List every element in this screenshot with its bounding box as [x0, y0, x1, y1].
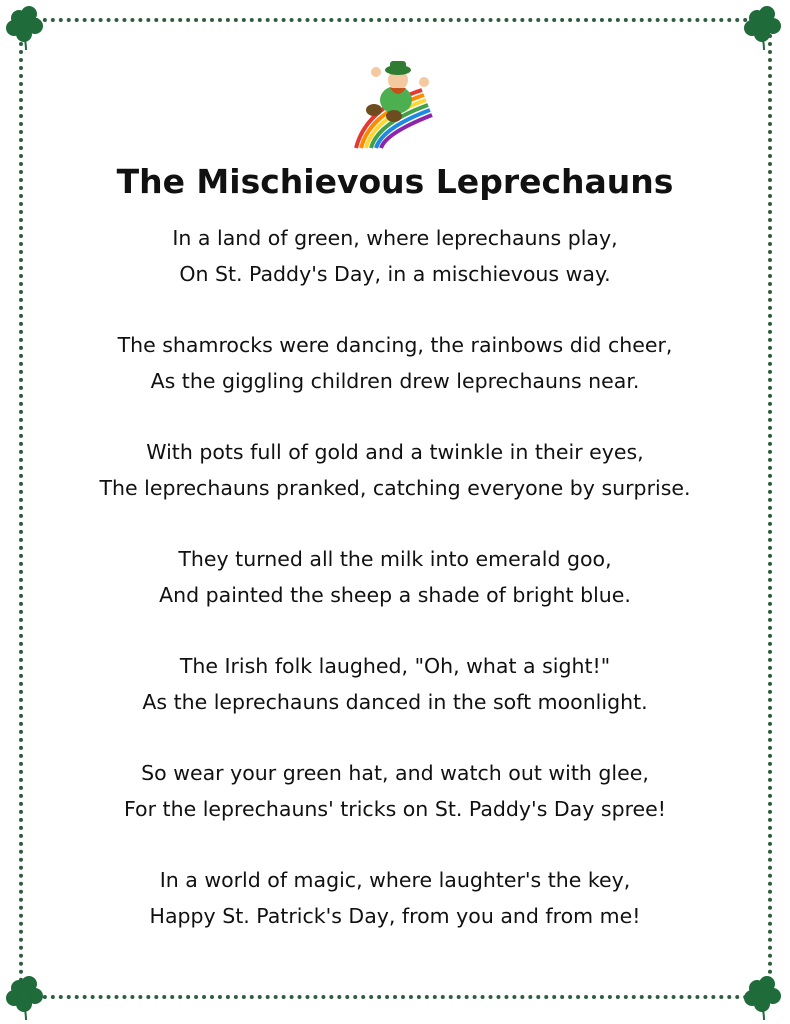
poem-line: The shamrocks were dancing, the rainbows did cheer, — [117, 333, 673, 357]
stanza — [0, 541, 790, 613]
stanza — [0, 755, 790, 827]
stanza — [0, 434, 790, 506]
poem-line: They turned all the milk into emerald goo, — [178, 547, 612, 571]
stanza — [0, 648, 790, 720]
shamrock-icon — [2, 4, 50, 52]
stanza — [0, 862, 790, 934]
poem-line: The Irish folk laughed, "Oh, what a sight!" — [179, 654, 611, 678]
poem-line: As the giggling children drew leprechauns near. — [150, 369, 640, 393]
poem-line: And painted the sheep a shade of bright blue. — [159, 583, 631, 607]
poem-body — [0, 220, 790, 969]
stanza — [0, 327, 790, 399]
poem-title: The Mischievous Leprechauns — [116, 162, 674, 201]
poem-line: For the leprechauns' tricks on St. Paddy's Day spree! — [124, 797, 666, 821]
poem-line: The leprechauns pranked, catching everyone by surprise. — [99, 476, 691, 500]
poem-line: In a land of green, where leprechauns play, — [172, 226, 618, 250]
poem-line: With pots full of gold and a twinkle in their eyes, — [146, 440, 644, 464]
leprechaun-rainbow-illustration — [352, 58, 438, 150]
stanza — [0, 220, 790, 292]
shamrock-icon — [2, 974, 50, 1022]
shamrock-icon — [740, 4, 788, 52]
poem-line: So wear your green hat, and watch out with glee, — [141, 761, 649, 785]
poem-line: As the leprechauns danced in the soft moonlight. — [142, 690, 648, 714]
poem-line: On St. Paddy's Day, in a mischievous way. — [179, 262, 611, 286]
shamrock-icon — [740, 974, 788, 1022]
poem-line: Happy St. Patrick's Day, from you and from me! — [149, 904, 641, 928]
poem-line: In a world of magic, where laughter's the key, — [159, 868, 631, 892]
